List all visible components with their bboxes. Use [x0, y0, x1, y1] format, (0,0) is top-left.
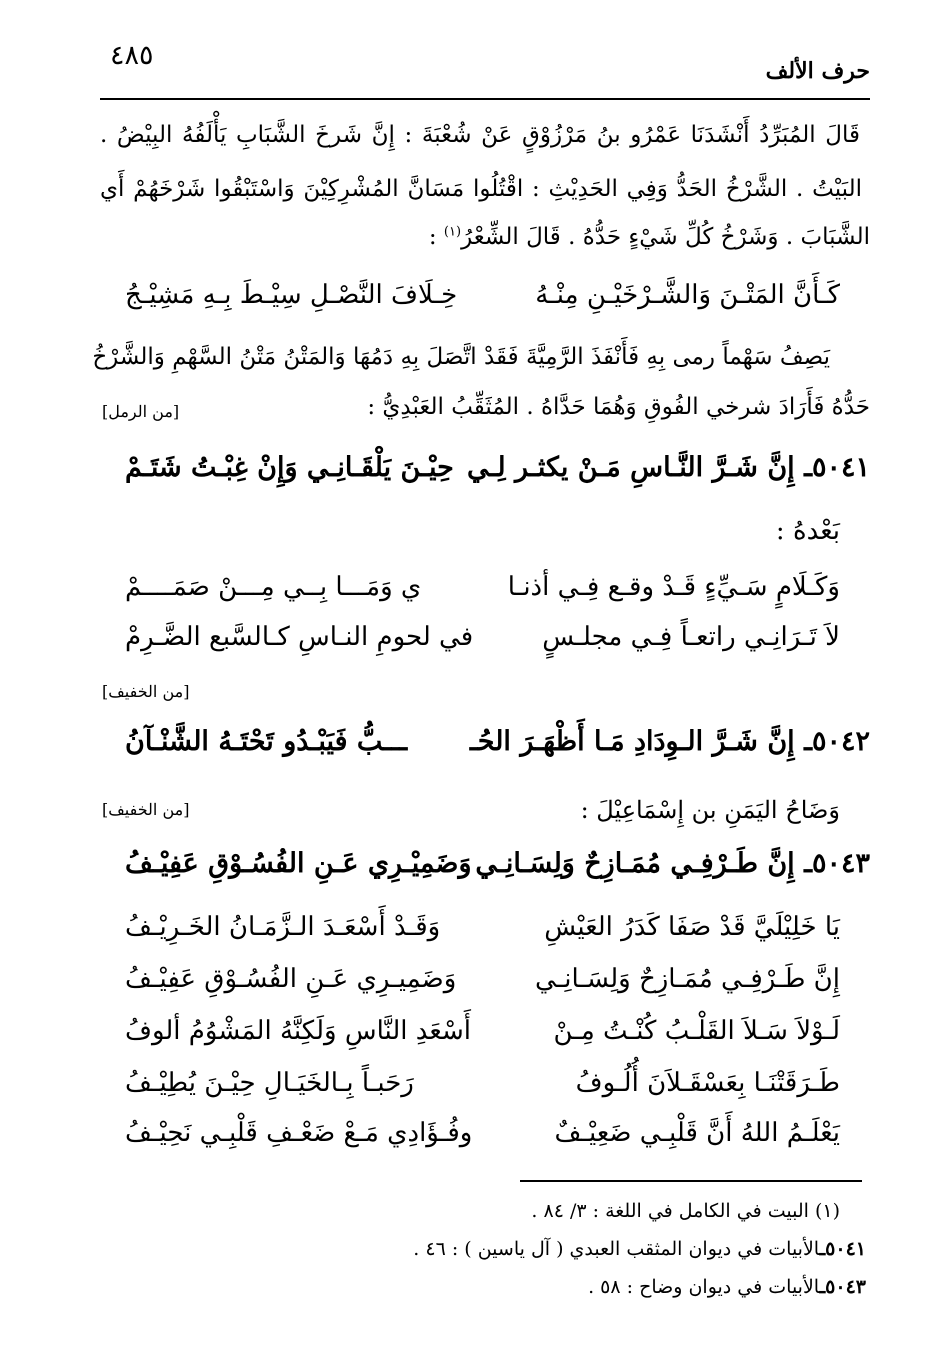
verse-5041-2-left: في لحومِ النـاسِ كـالسَّبع الضَّـرِمْ [125, 622, 474, 652]
verse-a-right-hemistich: كَـأَنَّ المَتْـنَ وَالشَّـرْخَيْـنِ مِنْـهُ [535, 280, 840, 310]
verse-5043-1-right: يَا خَلِيْلَيَّ قَدْ صَفَا كَدَرُ العَيْشِ [544, 912, 840, 942]
hemistich-text: إِنَّ شَـرَّ الـوِدَادِ مَـا أَظْهَـرَ الحُـ [469, 726, 795, 757]
commentary-line-1: يَصِفُ سَهْماً رمى بِهِ فَأَنْفَذَ الرَّمِيَّةَ فَقَدْ اتَّصَلَ بِهِ دَمُهَا وَالمَتْنُ مَتْنُ السَّهْمِ وَالشَّرْخُ [92, 344, 830, 370]
footnote-rule [520, 1180, 862, 1182]
verse-a-left-hemistich: خِـلَافَ النَّصْـلِ سِيْـطَ بِـهِ مَشِيْـجُ [125, 280, 458, 310]
entry-5041-continuation: بَعْدهُ : [775, 516, 840, 546]
verse-5041-1-left: ي وَمَـــا بِــي مِـــنْ صَمَــــمْ [125, 572, 422, 602]
meter-label: [من الخفيف] [102, 682, 190, 701]
verse-5043-2-right: إِنَّ طَـرْفِـي مُمَـازِحٌ وَلِسَـانِـي [534, 964, 840, 994]
entry-5041-left-hemistich: حِيْـنَ يَلْقَـانِـي وَإِنْ غِبْـتُ شَتَـمْ [125, 452, 454, 483]
commentary-line-2: حَدُّهُ فَأَرَادَ شرخي الفُوقِ وَهُمَا حَدَّاهُ . المُثَقِّبُ العَبْدِيُّ : [367, 394, 870, 420]
verse-5043-3-right: لَـوْلاَ سَـلاَ القَلْـبُ كُنْـتُ مِـنْ [553, 1016, 840, 1046]
entry-number: ٥٠٤٢ [811, 726, 870, 757]
entry-number: ٥٠٤١ [811, 452, 870, 483]
footnote-1 [531, 1200, 840, 1222]
intro-line-2: البَيْتُ . الشَّرْخُ الحَدُّ وَفِي الحَدِيْثِ : اقْتُلُوا مَسَانَّ المُشْرِكِيْنَ وَاسْتَبْقُوا شَرْخَهُمْ أَي [100, 176, 862, 202]
page-number: ٤٨٥ [110, 40, 154, 71]
entry-number: ٥٠٤٣ [811, 848, 870, 879]
verse-5043-3-left: أَسْعَدِ النَّاسِ وَلَكِنَّهُ المَشْوُمُ ألوفُ [125, 1016, 471, 1046]
footnote-text: الأبيات في ديوان وضاح : ٥٨ . [588, 1276, 820, 1298]
hemistich-text: إِنَّ طَـرْفِـي مُمَـازِحٌ وَلِسَـانِـي [475, 848, 795, 879]
verse-5043-2-left: وَضَمِيـرِي عَـنِ الفُسُـوْقِ عَفِيْـفُ [125, 964, 457, 994]
footnote-text: البيت في الكامل في اللغة : ٣/ ٨٤ . [531, 1200, 809, 1222]
verse-5041-1-right: وَكَـلَامٍ سَـيِّءٍ قَـدْ وقـع فِـي أذنـا [507, 572, 840, 602]
meter-label: [من الخفيف] [102, 800, 190, 819]
intro-line-3-text: الشَّبَابَ . وَشَرْخُ كُلِّ شَيْءٍ حَدُّهُ . قَالَ الشِّعْرُ [461, 224, 870, 250]
running-title: حرف الألف [765, 58, 870, 84]
verse-5043-1-left: وَقَـدْ أَسْعَـدَ الـزَّمَـانُ الخَـرِيْـفُ [125, 912, 441, 942]
verse-5043-4-right: طَـرَقَتْنَـا بِعَسْقَـلاَنَ أُلُـوفُ [575, 1068, 840, 1098]
entry-5043-left-hemistich: وَضَمِيْـرِي عَـنِ الفُسُـوْقِ عَفِيْـفُ [125, 848, 472, 879]
footnote-reference: (١) [443, 224, 462, 240]
entry-5042-right-hemistich: ٥٠٤٢ـ إِنَّ شَـرَّ الـوِدَادِ مَـا أَظْهَـرَ الحُـ [469, 726, 870, 757]
intro-line-3-end: : [428, 224, 444, 250]
footnote-mark: ٥٠٤١ـ [819, 1238, 866, 1260]
verse-5043-5-left: وفُـؤَادِي مَـعْ ضَعْـفِ قَلْبِـي نَحِيْـفُ [125, 1118, 473, 1148]
entry-5042-left-hemistich: ـــبُّ فَيَبْـدُو تَحْتَـهُ الشَّنْـآنُ [125, 726, 408, 757]
intro-line-1: قَالَ المُبَرِّدُ أَنْشَدَنَا عَمْرُو بنُ مَرْزُوْقٍ عَنْ شُعْبَةَ : إِنَّ شَرخَ الشَّبَابِ يَأْلَفُهُ البِيْضُ . [100, 122, 860, 148]
header-rule [100, 98, 870, 100]
verse-5043-5-right: يَعْلَـمُ اللهُ أَنَّ قَلْبِـي ضَعِيْـفٌ [554, 1118, 840, 1148]
entry-5043-right-hemistich: ٥٠٤٣ـ إِنَّ طَـرْفِـي مُمَـازِحٌ وَلِسَـانِـي [475, 848, 870, 879]
verse-5041-2-right: لاَ تَـرَانِـي راتعـاً فِـي مجلـسٍ [542, 622, 840, 652]
footnote-2 [413, 1238, 866, 1260]
footnote-mark: (١) [814, 1200, 840, 1222]
attribution-5043: وَضَاحُ اليَمَنِ بن إِسْمَاعِيْلَ : [580, 796, 840, 824]
intro-line-3 [429, 224, 870, 250]
hemistich-text: إِنَّ شَـرَّ النَّـاسِ مَـنْ يكثـر لِـي [466, 452, 795, 483]
footnote-mark: ٥٠٤٣ـ [819, 1276, 866, 1298]
footnote-text: الأبيات في ديوان المثقب العبدي ( آل ياسين ) : ٤٦ . [413, 1238, 820, 1260]
footnote-3 [588, 1276, 866, 1298]
meter-label: [من الرمل] [102, 402, 180, 421]
verse-5043-4-left: رَحَبـاً بِـالخَيَـالِ حِيْـنَ يُطِيْـفُ [125, 1068, 414, 1098]
entry-5041-right-hemistich: ٥٠٤١ـ إِنَّ شَـرَّ النَّـاسِ مَـنْ يكثـر لِـي [466, 452, 870, 483]
